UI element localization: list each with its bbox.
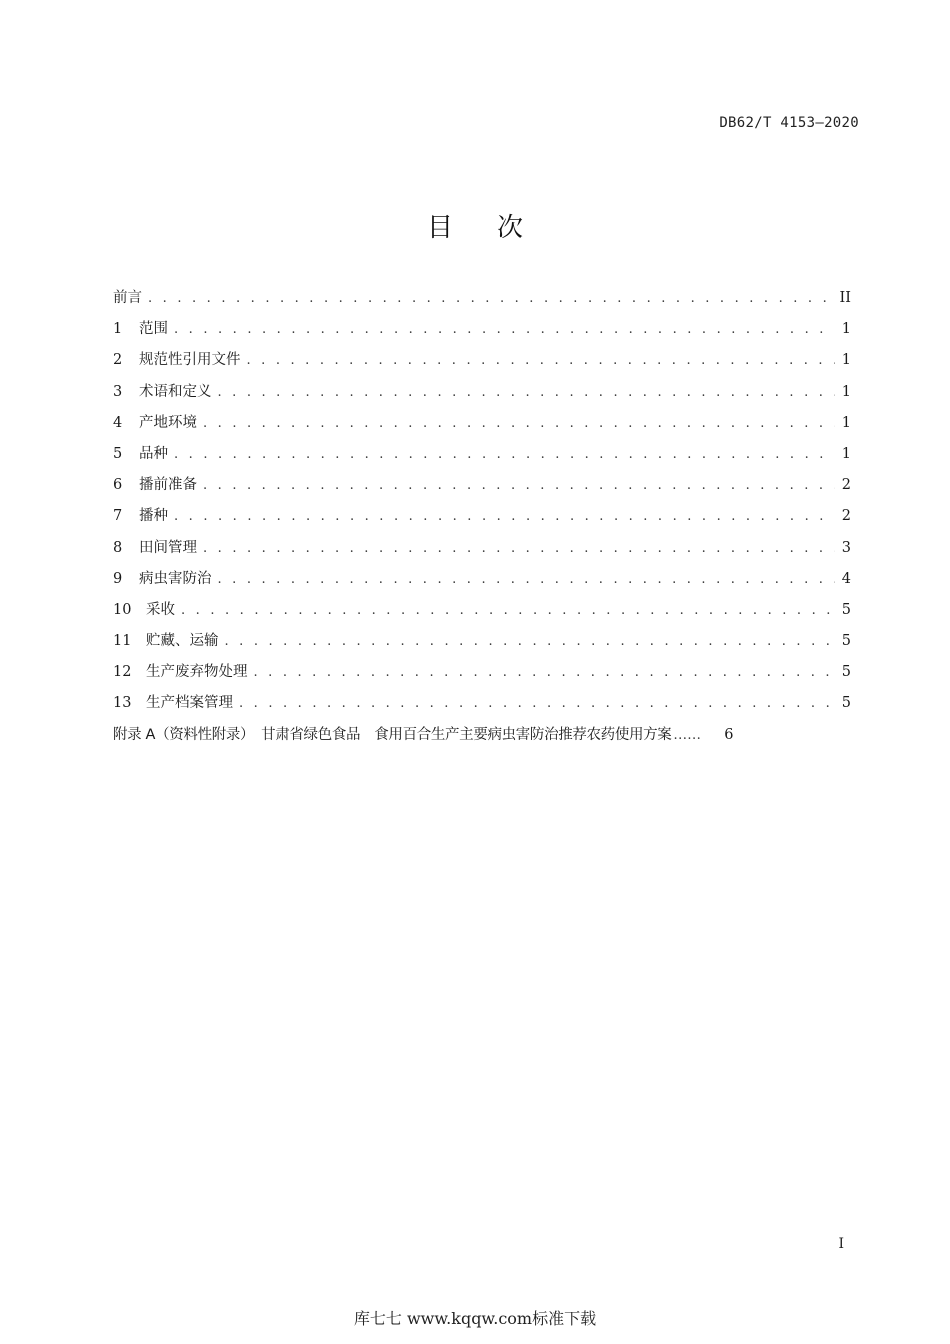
toc-section-number: 6 [113,477,123,494]
toc-section-number: 1 [113,321,123,338]
toc-section-number: 13 [113,695,132,712]
toc-entry-appendix-a[interactable] [113,725,851,756]
toc-leader-dots [203,539,835,559]
toc-leader-dots [218,570,836,590]
toc-section-number: 9 [113,570,123,587]
footer-watermark: 库七七 www.kqqw.com标准下载 [353,1309,597,1328]
toc-label: 田间管理 [139,539,197,556]
toc-leader-dots [174,320,835,340]
toc-section-number: 4 [113,414,123,431]
toc-page-number: 1 [841,414,851,431]
toc-leader-dots [218,383,836,403]
toc-leader-dots [174,507,835,527]
toc-entry-3[interactable] [113,382,851,413]
toc-page-number: 1 [841,321,851,338]
toc-entry-8[interactable] [113,538,851,569]
toc-section-number: 5 [113,445,123,462]
toc-leader-dots [181,601,835,621]
toc-label: 品种 [139,445,168,462]
toc-label: 产地环境 [139,414,197,431]
toc-page-number: 1 [841,352,851,369]
toc-label: 前言 [113,290,142,306]
document-code: DB62/T 4153—2020 [719,115,859,131]
toc-label: 病虫害防治 [139,570,212,587]
toc-section-number: 3 [113,383,123,400]
toc-leader-dots [247,351,836,371]
toc-label: 规范性引用文件 [139,352,241,369]
toc-entry-4[interactable] [113,413,851,444]
toc-label: 生产档案管理 [146,695,233,712]
toc-leader-dots [225,632,836,652]
table-of-contents [113,288,851,756]
toc-section-number: 11 [113,633,132,650]
toc-label: 贮藏、运输 [146,633,219,650]
toc-page-number: 5 [841,695,851,712]
toc-section-number: 12 [113,664,132,681]
toc-page-number: 1 [841,445,851,462]
page-number: I [838,1236,844,1252]
toc-entry-9[interactable] [113,569,851,600]
toc-page-number: II [839,290,851,306]
toc-entry-11[interactable] [113,631,851,662]
toc-label: 播前准备 [139,477,197,494]
toc-leader-dots [254,663,836,683]
toc-leader-dots [174,445,835,465]
toc-page-number: 1 [841,383,851,400]
toc-entry-foreword[interactable] [113,288,851,319]
toc-entry-6[interactable] [113,475,851,506]
toc-page-number: 5 [841,664,851,681]
toc-entry-12[interactable] [113,662,851,693]
toc-label: 附录 A（资料性附录） 甘肃省绿色食品 食用百合生产主要病虫害防治推荐农药使用方案 [113,726,672,743]
toc-leader-dots [203,414,835,434]
toc-leader-dots [203,476,835,496]
toc-section-number: 2 [113,352,123,369]
toc-entry-13[interactable] [113,693,851,724]
toc-section-number: 7 [113,508,123,525]
toc-leader-dots [148,289,835,309]
toc-section-number: 8 [113,539,123,556]
toc-leader-dots [239,694,835,714]
toc-entry-7[interactable] [113,506,851,537]
toc-entry-10[interactable] [113,600,851,631]
toc-page-number: 3 [841,539,851,556]
toc-leader-dots [673,726,713,746]
toc-entry-1[interactable] [113,319,851,350]
toc-label: 范围 [139,321,168,338]
toc-page-number: 5 [841,633,851,650]
toc-page-number: 6 [724,726,734,743]
toc-page-number: 2 [841,508,851,525]
toc-label: 播种 [139,508,168,525]
toc-section-number: 10 [113,601,132,618]
toc-label: 术语和定义 [139,383,212,400]
toc-page-number: 4 [841,570,851,587]
page-title: 目次 [426,213,567,243]
toc-label: 生产废弃物处理 [146,664,248,681]
toc-page-number: 2 [841,477,851,494]
toc-entry-5[interactable] [113,444,851,475]
toc-label: 采收 [146,601,175,618]
toc-entry-2[interactable] [113,350,851,381]
toc-page-number: 5 [841,601,851,618]
